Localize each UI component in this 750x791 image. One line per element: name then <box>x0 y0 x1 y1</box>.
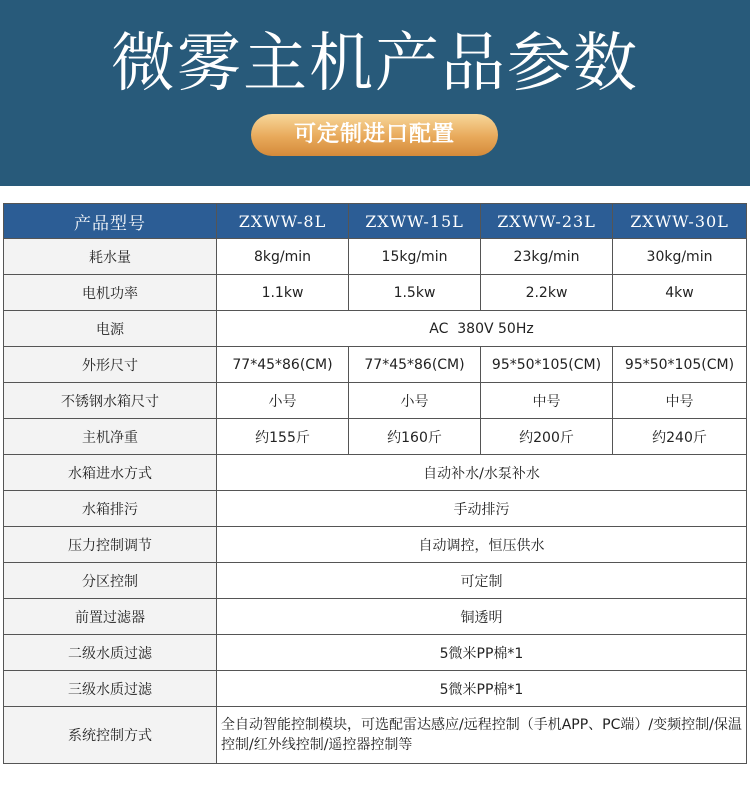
table-row <box>4 563 747 599</box>
table-cell-merged: 5微米PP棉*1 <box>217 635 747 671</box>
header-cell-15l: ZXWW-15L <box>349 204 481 239</box>
table-cell: 30kg/min <box>613 239 747 275</box>
table-row <box>4 275 747 311</box>
table-row <box>4 347 747 383</box>
row-label: 电机功率 <box>4 275 217 311</box>
table-cell: 约160斤 <box>349 419 481 455</box>
table-cell: 小号 <box>349 383 481 419</box>
table-row <box>4 671 747 707</box>
table-cell: 95*50*105(CM) <box>613 347 747 383</box>
row-label: 电源 <box>4 311 217 347</box>
customization-badge: 可定制进口配置 <box>251 114 498 156</box>
row-label: 系统控制方式 <box>4 707 217 764</box>
table-header-row <box>4 204 747 239</box>
table-row <box>4 311 747 347</box>
row-label: 水箱排污 <box>4 491 217 527</box>
spec-table <box>3 203 747 764</box>
table-row <box>4 599 747 635</box>
table-cell: 中号 <box>613 383 747 419</box>
table-cell: 约155斤 <box>217 419 349 455</box>
header-cell-model: 产品型号 <box>4 204 217 239</box>
row-label: 二级水质过滤 <box>4 635 217 671</box>
table-row <box>4 635 747 671</box>
row-label: 分区控制 <box>4 563 217 599</box>
table-cell: 中号 <box>481 383 613 419</box>
header-banner <box>0 0 750 186</box>
row-label: 前置过滤器 <box>4 599 217 635</box>
table-cell: 约200斤 <box>481 419 613 455</box>
table-cell: 8kg/min <box>217 239 349 275</box>
table-row <box>4 491 747 527</box>
table-cell: 4kw <box>613 275 747 311</box>
table-cell-merged: 全自动智能控制模块，可选配雷达感应/远程控制（手机APP、PC端）/变频控制/保温控制/红外线控制/遥控器控制等 <box>217 707 747 764</box>
header-cell-8l: ZXWW-8L <box>217 204 349 239</box>
table-cell: 23kg/min <box>481 239 613 275</box>
table-cell: 95*50*105(CM) <box>481 347 613 383</box>
header-cell-30l: ZXWW-30L <box>613 204 747 239</box>
table-row <box>4 527 747 563</box>
table-cell: 约240斤 <box>613 419 747 455</box>
row-label: 水箱进水方式 <box>4 455 217 491</box>
row-label: 压力控制调节 <box>4 527 217 563</box>
header-cell-23l: ZXWW-23L <box>481 204 613 239</box>
table-cell-merged: 自动调控，恒压供水 <box>217 527 747 563</box>
table-cell-merged: 铜透明 <box>217 599 747 635</box>
row-label: 三级水质过滤 <box>4 671 217 707</box>
table-cell-merged: 自动补水/水泵补水 <box>217 455 747 491</box>
table-cell: 1.1kw <box>217 275 349 311</box>
page-title: 微雾主机产品参数 <box>111 27 639 101</box>
row-label: 外形尺寸 <box>4 347 217 383</box>
table-cell: 1.5kw <box>349 275 481 311</box>
row-label: 主机净重 <box>4 419 217 455</box>
table-cell: 小号 <box>217 383 349 419</box>
table-row <box>4 383 747 419</box>
table-row <box>4 707 747 764</box>
row-label: 不锈钢水箱尺寸 <box>4 383 217 419</box>
table-cell-merged: 手动排污 <box>217 491 747 527</box>
table-cell: 77*45*86(CM) <box>217 347 349 383</box>
table-cell: 15kg/min <box>349 239 481 275</box>
table-cell: 77*45*86(CM) <box>349 347 481 383</box>
table-row <box>4 419 747 455</box>
table-cell-merged: 5微米PP棉*1 <box>217 671 747 707</box>
table-row <box>4 455 747 491</box>
row-label: 耗水量 <box>4 239 217 275</box>
table-cell-merged: 可定制 <box>217 563 747 599</box>
table-cell-merged: AC 380V 50Hz <box>217 311 747 347</box>
table-cell: 2.2kw <box>481 275 613 311</box>
table-row <box>4 239 747 275</box>
